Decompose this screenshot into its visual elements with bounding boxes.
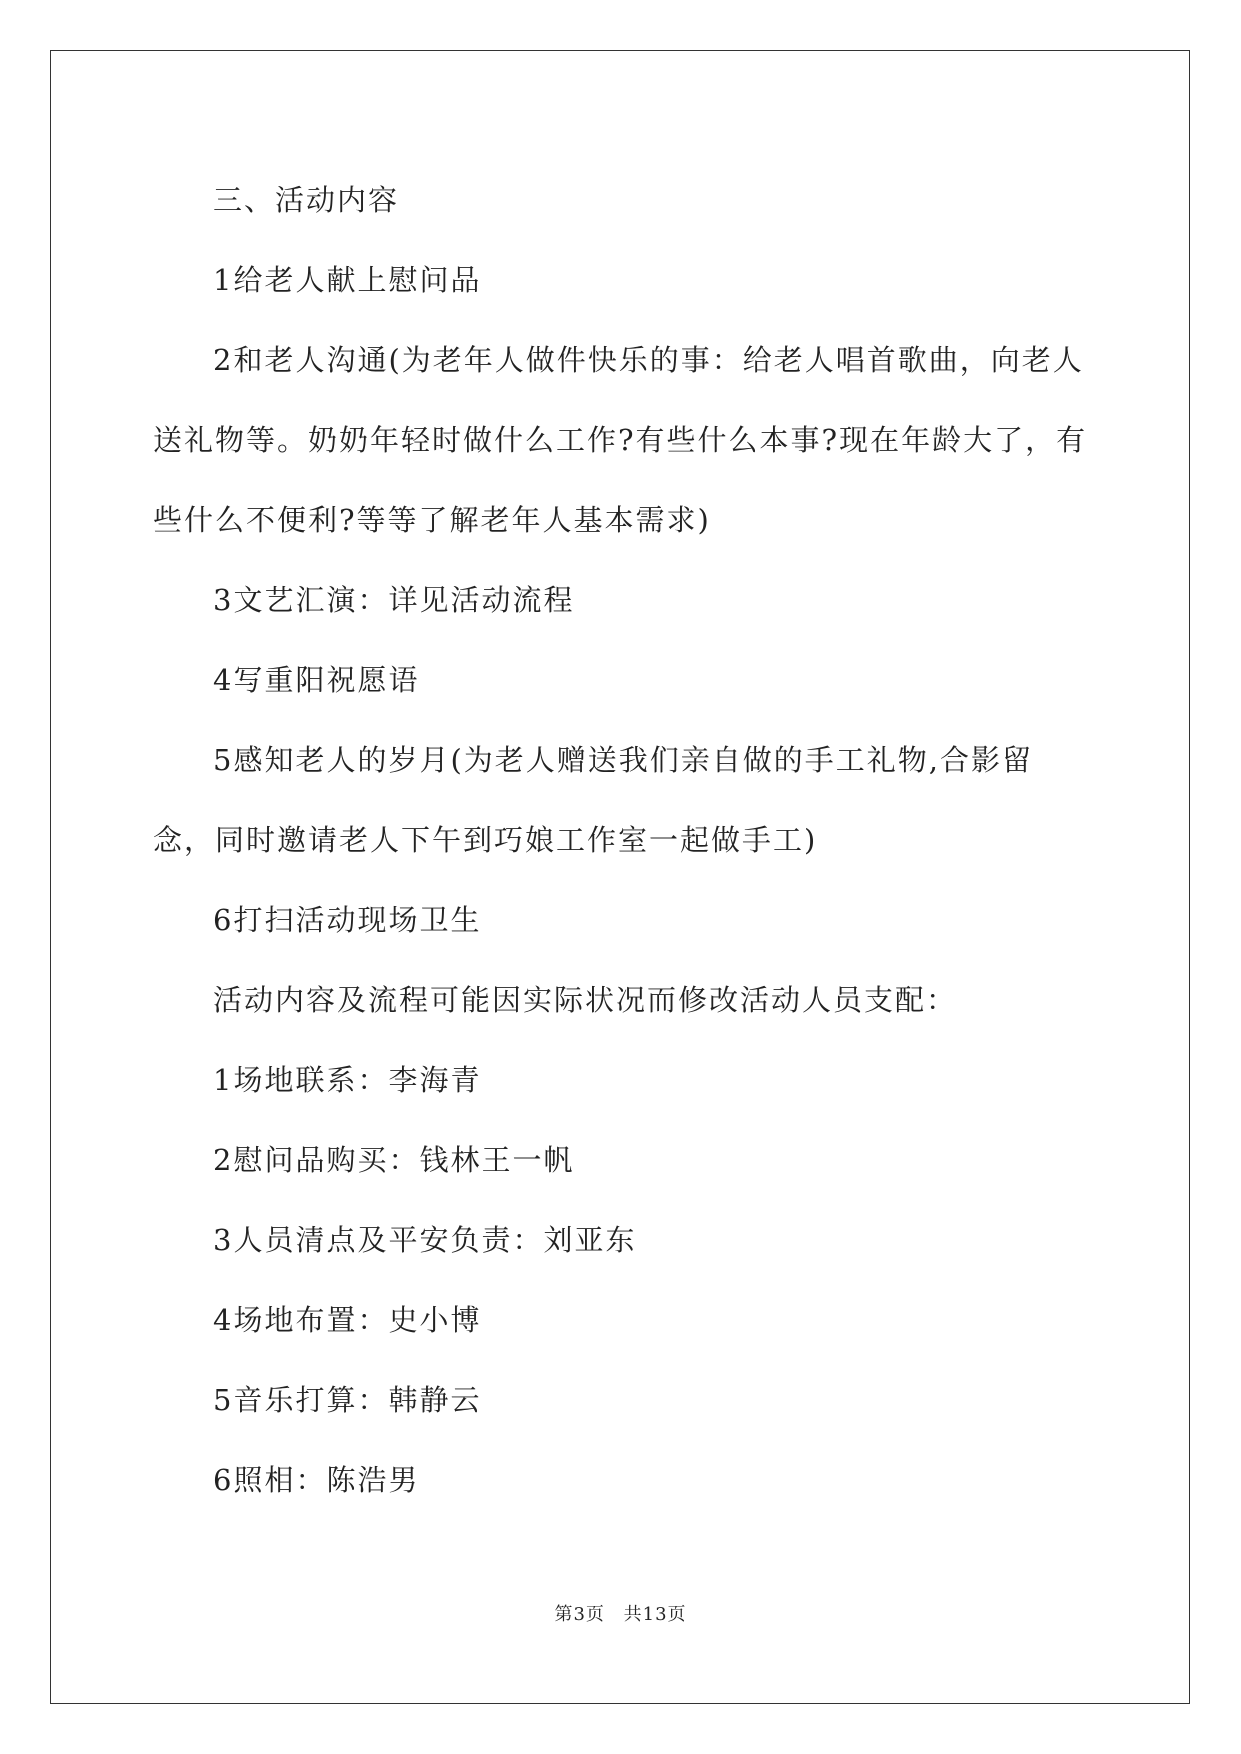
paragraph: 活动内容及流程可能因实际状况而修改活动人员支配： bbox=[213, 983, 958, 1017]
staff-item: 6照相：陈浩男 bbox=[213, 1463, 420, 1497]
paragraph: 6打扫活动现场卫生 bbox=[213, 903, 482, 937]
paragraph: 2和老人沟通(为老年人做件快乐的事：给老人唱首歌曲，向老人送礼物等。奶奶年轻时做什么工作?有些什么本事?现在年龄大了，有些什么不便利?等等了解老年人基本需求) bbox=[153, 343, 1088, 537]
staff-item: 2慰问品购买：钱林王一帆 bbox=[213, 1143, 575, 1177]
paragraph: 4写重阳祝愿语 bbox=[213, 663, 420, 697]
staff-item: 3人员清点及平安负责：刘亚东 bbox=[213, 1223, 637, 1257]
page-number: 第3页 bbox=[554, 1604, 605, 1625]
paragraph: 3文艺汇演：详见活动流程 bbox=[213, 583, 575, 617]
page-footer bbox=[0, 1600, 1241, 1626]
staff-item: 1场地联系：李海青 bbox=[213, 1063, 482, 1097]
section-heading: 三、活动内容 bbox=[213, 183, 400, 217]
staff-item: 5音乐打算：韩静云 bbox=[213, 1383, 482, 1417]
staff-item: 4场地布置：史小博 bbox=[213, 1303, 482, 1337]
paragraph: 1给老人献上慰问品 bbox=[213, 263, 482, 297]
page-total: 共13页 bbox=[623, 1604, 687, 1625]
paragraph: 5感知老人的岁月(为老人赠送我们亲自做的手工礼物,合影留念，同时邀请老人下午到巧娘工作室一起做手工) bbox=[153, 743, 1033, 857]
document-body bbox=[153, 160, 1093, 1520]
